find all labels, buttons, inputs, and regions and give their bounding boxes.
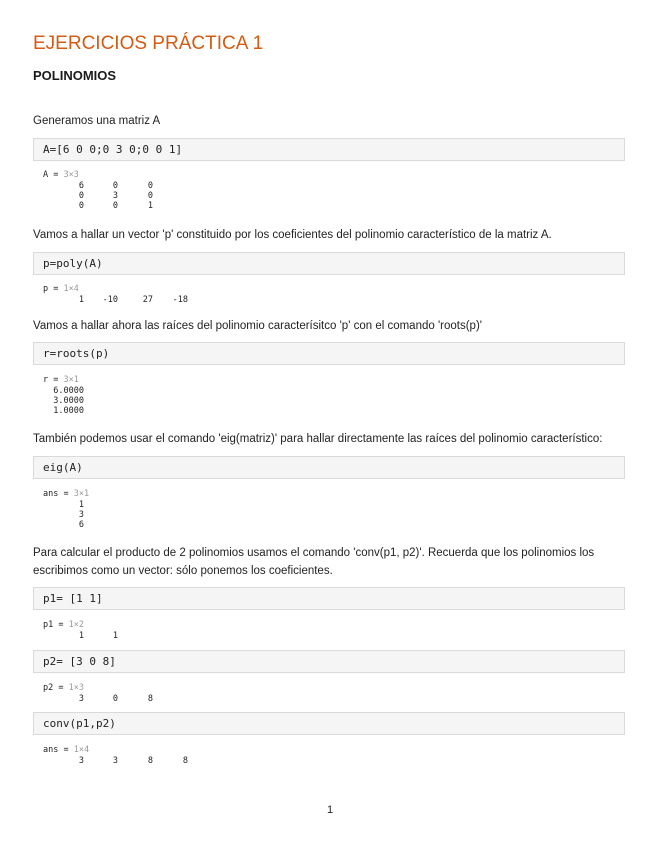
output-row <box>43 191 343 201</box>
output-variable: p1 = <box>43 620 69 630</box>
output-dimensions: 3×1 <box>63 375 79 385</box>
page-title: EJERCICIOS PRÁCTICA 1 <box>33 33 264 54</box>
output-cell: 3 <box>78 756 84 766</box>
output-cell: 0 <box>112 181 118 191</box>
code-block-2[interactable]: p=poly(A) <box>33 252 625 275</box>
output-cell: 6.0000 <box>53 386 84 396</box>
output-variable: r = <box>43 375 64 385</box>
output-header <box>43 375 343 386</box>
output-cell: 1 <box>78 631 84 641</box>
output-row <box>43 500 343 510</box>
output-cell: 8 <box>147 694 153 704</box>
paragraph-4: También podemos usar el comando 'eig(matriz)' para hallar directamente las raíces del polinomio característico: <box>33 433 603 445</box>
paragraph-5: Para calcular el producto de 2 polinomios usamos el comando 'conv(p1, p2)'. Recuerda que los polinomios los escribimos como un vector: sólo ponemos los coeficientes. <box>33 547 595 577</box>
output-row <box>43 181 343 191</box>
output-row <box>43 406 343 416</box>
output-variable: p2 = <box>43 683 69 693</box>
output-cell: 3.0000 <box>53 396 84 406</box>
code-block-4[interactable]: eig(A) <box>33 456 625 479</box>
output-block-1 <box>43 170 343 211</box>
paragraph-1: Generamos una matriz A <box>33 115 161 127</box>
output-cell: 1 <box>78 295 84 305</box>
output-cell: 8 <box>147 756 153 766</box>
output-row <box>43 510 343 520</box>
output-cell: 1 <box>78 500 84 510</box>
output-dimensions: 3×3 <box>63 170 79 180</box>
output-cell: 0 <box>147 181 153 191</box>
output-dimensions: 3×1 <box>73 489 90 499</box>
code-block-6[interactable]: p2= [3 0 8] <box>33 650 625 673</box>
output-header <box>43 745 343 756</box>
output-dimensions: 1×3 <box>68 683 84 693</box>
output-header <box>43 683 343 694</box>
output-dimensions: 1×2 <box>68 620 84 630</box>
output-cell: 8 <box>182 756 188 766</box>
output-cell: 1.0000 <box>53 406 84 416</box>
output-cell: 0 <box>112 694 118 704</box>
output-header <box>43 489 343 500</box>
output-row <box>43 295 343 305</box>
output-row <box>43 201 343 211</box>
code-block-3[interactable]: r=roots(p) <box>33 342 625 365</box>
output-cell: 1 <box>112 631 118 641</box>
output-row <box>43 396 343 406</box>
output-cell: 0 <box>78 191 84 201</box>
output-cell: 0 <box>147 191 153 201</box>
output-variable: ans = <box>43 745 74 755</box>
output-variable: A = <box>43 170 64 180</box>
output-row <box>43 386 343 396</box>
output-cell: 27 <box>142 295 153 305</box>
output-variable: p = <box>43 284 64 294</box>
output-cell: 1 <box>147 201 153 211</box>
section-heading: POLINOMIOS <box>33 68 117 83</box>
output-row <box>43 631 343 641</box>
paragraph-2: Vamos a hallar un vector 'p' constituido por los coeficientes del polinomio característico de la matriz A. <box>33 229 552 241</box>
code-block-5[interactable]: p1= [1 1] <box>33 587 625 610</box>
output-block-6 <box>43 683 343 704</box>
output-cell: 6 <box>78 181 84 191</box>
output-row <box>43 756 343 766</box>
code-block-7[interactable]: conv(p1,p2) <box>33 712 625 735</box>
output-dimensions: 1×4 <box>73 745 90 755</box>
output-cell: 0 <box>112 201 118 211</box>
output-cell: 6 <box>78 520 84 530</box>
output-cell: 3 <box>112 191 118 201</box>
output-cell: 3 <box>112 756 118 766</box>
output-cell: 3 <box>78 694 84 704</box>
output-block-7 <box>43 745 343 766</box>
output-header <box>43 170 343 181</box>
code-block-1[interactable]: A=[6 0 0;0 3 0;0 0 1] <box>33 138 625 161</box>
output-cell: -18 <box>172 295 188 305</box>
output-block-4 <box>43 489 343 530</box>
output-cell: 3 <box>78 510 84 520</box>
output-dimensions: 1×4 <box>63 284 79 294</box>
output-header <box>43 620 343 631</box>
output-row <box>43 520 343 530</box>
output-cell: -10 <box>102 295 118 305</box>
output-row <box>43 694 343 704</box>
paragraph-3: Vamos a hallar ahora las raíces del polinomio caracterísitco 'p' con el comando 'roots(p)' <box>33 320 482 332</box>
output-block-2 <box>43 284 343 305</box>
output-header <box>43 284 343 295</box>
page-number: 1 <box>326 804 334 816</box>
output-variable: ans = <box>43 489 74 499</box>
output-cell: 0 <box>78 201 84 211</box>
output-block-5 <box>43 620 343 641</box>
output-block-3 <box>43 375 343 416</box>
